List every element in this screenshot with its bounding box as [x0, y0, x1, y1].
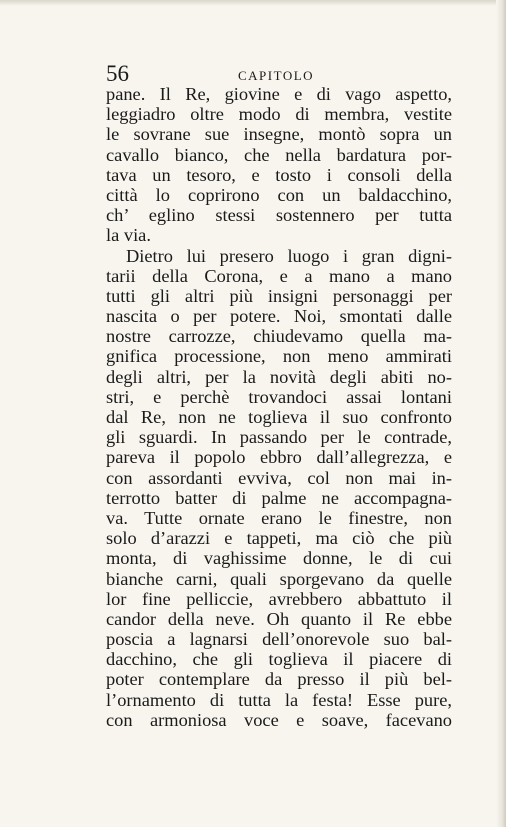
- text-line: pane. Il Re, giovine e di vago aspetto,: [106, 84, 452, 104]
- text-line: nostre carrozze, chiudevamo quella ma-: [106, 326, 452, 347]
- text-line: poter contemplare da presso il più bel-: [106, 669, 452, 690]
- text-line: con assordanti evviva, col non mai in-: [106, 467, 452, 488]
- text-line: città lo coprirono con un baldacchino,: [106, 184, 452, 205]
- text-line: nascita o per potere. Noi, smontati dalle: [106, 306, 452, 327]
- body-text: [106, 84, 452, 730]
- text-line: cavallo bianco, che nella bardatura por-: [106, 144, 452, 165]
- paragraph-first-line: Dietro lui presero luogo i gran digni-: [126, 245, 452, 266]
- text-line: poscia a lagnarsi dell’onorevole suo bal-: [106, 629, 452, 650]
- text-line: ch’ eglino stessi sostennero per tutta: [106, 205, 452, 226]
- text-line: gnifica processione, non meno ammirati: [106, 346, 452, 367]
- text-line: tutti gli altri più insigni personaggi per: [106, 285, 452, 306]
- text-line: tava un tesoro, e tosto i consoli della: [106, 164, 452, 185]
- text-line: solo d’arazzi e tappeti, ma ciò che più: [106, 528, 452, 549]
- text-line: lor fine pelliccie, avrebbero abbattuto il: [106, 588, 452, 609]
- text-line: leggiadro oltre modo di membra, vestite: [106, 104, 452, 125]
- text-line: gli sguardi. In passando per le contrade,: [106, 427, 452, 448]
- running-head: CAPITOLO: [238, 68, 315, 83]
- text-line: pareva il popolo ebbro dall’allegrezza, e: [106, 447, 452, 468]
- page-top-shadow: [0, 0, 506, 6]
- page-edge-shadow: [496, 0, 506, 827]
- text-line: va. Tutte ornate erano le finestre, non: [106, 507, 452, 528]
- text-line: stri, e perchè trovandoci assai lontani: [106, 386, 452, 407]
- text-line: l’ornamento di tutta la festa! Esse pure,: [106, 689, 452, 710]
- text-line: dal Re, non ne toglieva il suo confronto: [106, 407, 452, 427]
- text-line: degli altri, per la novità degli abiti no-: [106, 366, 452, 387]
- text-line: candor della neve. Oh quanto il Re ebbe: [106, 608, 452, 629]
- text-line: la via.: [106, 225, 151, 246]
- text-line: dacchino, che gli toglieva il piacere di: [106, 649, 452, 670]
- text-line: tarii della Corona, e a mano a mano: [106, 265, 452, 286]
- text-line: monta, di vaghissime donne, le di cui: [106, 548, 452, 569]
- text-line: terrotto batter di palme ne accompagna-: [106, 487, 452, 508]
- text-line: bianche carni, quali sporgevano da quelle: [106, 568, 452, 589]
- text-line: le sovrane sue insegne, montò sopra un: [106, 124, 452, 145]
- page-number: 56: [106, 61, 129, 86]
- text-line: con armoniosa voce e soave, facevano: [106, 709, 452, 730]
